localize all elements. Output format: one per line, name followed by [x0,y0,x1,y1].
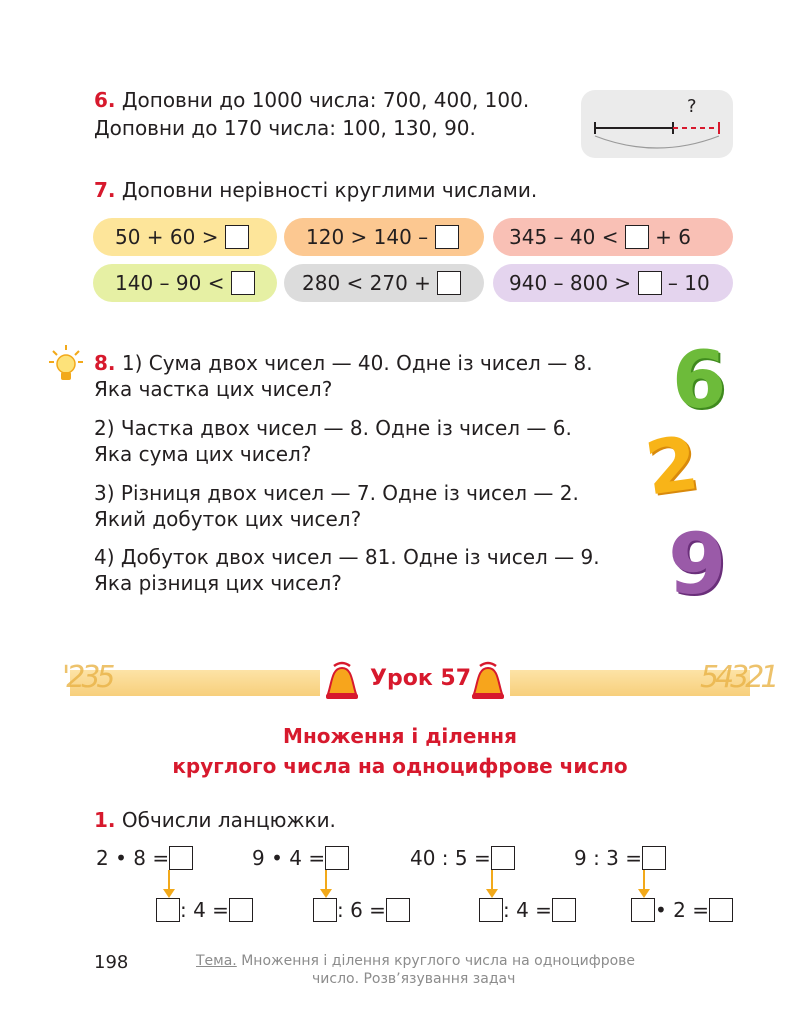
ex6-number: 6. [94,88,116,112]
chain-bottom [156,896,253,924]
segment-diagram-drawing [581,90,733,158]
ex8-item-1-line2: Яка частка цих чисел? [94,377,333,401]
chain-expression: 40 : 5 = [410,846,491,870]
ex8-item-text: 1) Сума двох чисел — 40. Одне із чисел — 8. [121,351,593,375]
ex1-number: 1. [94,808,116,832]
chain-expression: 9 : 3 = [574,846,643,870]
ex8-item-3-line2: Який добуток цих чисел? [94,507,362,531]
chain-operation: • 2 = [655,898,709,922]
inequality-pill [493,218,733,256]
ex8-item-2-line2: Яка сума цих чисел? [94,442,312,466]
chain-top [96,844,193,872]
inequality-left: 140 – 90 < [115,271,225,295]
answer-box[interactable] [552,898,576,922]
ribbon-digits-right: 54321 [700,660,776,695]
ex8-item-1-line1 [94,349,593,377]
answer-box[interactable] [156,898,180,922]
ex1-heading [94,806,336,834]
inequality-pill [93,264,277,302]
answer-box[interactable] [625,225,649,249]
footer-theme-text: Множення і ділення круглого числа на одноцифрове [236,953,636,969]
ex7-title: Доповни нерівності круглими числами. [121,178,538,202]
chain-top [252,844,349,872]
lesson-heading-line2: круглого числа на одноцифрове число [172,754,628,778]
down-arrow-icon [643,870,645,890]
chain-bottom [631,896,733,924]
answer-box[interactable] [631,898,655,922]
answer-box[interactable] [638,271,662,295]
inequality-left: 280 < 270 + [302,271,431,295]
answer-box[interactable] [325,846,349,870]
chain-top [410,844,515,872]
down-arrow-icon [325,870,327,890]
ribbon-digits-left: '235 [62,660,112,695]
down-arrow-icon [168,870,170,890]
answer-box[interactable] [386,898,410,922]
diagram-question-mark: ? [687,96,697,117]
answer-box[interactable] [229,898,253,922]
inequality-left: 940 – 800 > [509,271,632,295]
ex8-item-4-line1: 4) Добуток двох чисел — 81. Одне із чисел — 9. [94,545,600,569]
answer-box[interactable] [225,225,249,249]
bell-icon [322,660,362,708]
chain-bottom [479,896,576,924]
lesson-heading-line1: Множення і ділення [283,724,517,748]
ex7-heading [94,176,537,204]
answer-box[interactable] [169,846,193,870]
footer-theme-label: Тема. [196,953,237,969]
bell-icon [468,660,508,708]
page-number: 198 [94,952,129,973]
chain-top [574,844,666,872]
inequality-right: + 6 [655,225,692,249]
lightbulb-icon [48,344,84,390]
chain-operation: : 6 = [337,898,386,922]
ex8-item-4-line2: Яка різниця цих чисел? [94,571,342,595]
inequality-pill [284,264,484,302]
number-character-nine: 9 [668,515,727,613]
chain-bottom [313,896,410,924]
ex6-text1: Доповни до 1000 числа: 700, 400, 100. [121,88,530,112]
footer-theme-line1 [196,952,635,970]
chain-expression: 2 • 8 = [96,846,170,870]
inequality-left: 50 + 60 > [115,225,219,249]
segment-diagram [581,90,733,158]
lesson-title: Урок 57 [370,666,472,691]
answer-box[interactable] [313,898,337,922]
number-character-six: 6 [672,336,727,426]
inequality-left: 120 > 140 – [306,225,429,249]
chain-expression: 9 • 4 = [252,846,326,870]
ex1-title: Обчисли ланцюжки. [121,808,336,832]
chain-operation: : 4 = [180,898,229,922]
inequality-pill [493,264,733,302]
ex7-number: 7. [94,178,116,202]
answer-box[interactable] [435,225,459,249]
answer-box[interactable] [479,898,503,922]
answer-box[interactable] [491,846,515,870]
answer-box[interactable] [231,271,255,295]
answer-box[interactable] [642,846,666,870]
ex6-text2: Доповни до 170 числа: 100, 130, 90. [94,116,476,140]
ex8-item-2-line1: 2) Частка двох чисел — 8. Одне із чисел — 6. [94,416,572,440]
footer-theme-line2: число. Розв’язування задач [312,971,516,987]
inequality-pill [284,218,484,256]
inequality-right: – 10 [667,271,710,295]
ex6-line1 [94,86,529,114]
number-character-two: 2 [640,420,704,513]
ex8-item-3-line1: 3) Різниця двох чисел — 7. Одне із чисел — 2. [94,481,579,505]
ex8-number: 8. [94,351,116,375]
answer-box[interactable] [437,271,461,295]
answer-box[interactable] [709,898,733,922]
chain-operation: : 4 = [503,898,552,922]
inequality-pill [93,218,277,256]
down-arrow-icon [491,870,493,890]
inequality-left: 345 – 40 < [509,225,619,249]
